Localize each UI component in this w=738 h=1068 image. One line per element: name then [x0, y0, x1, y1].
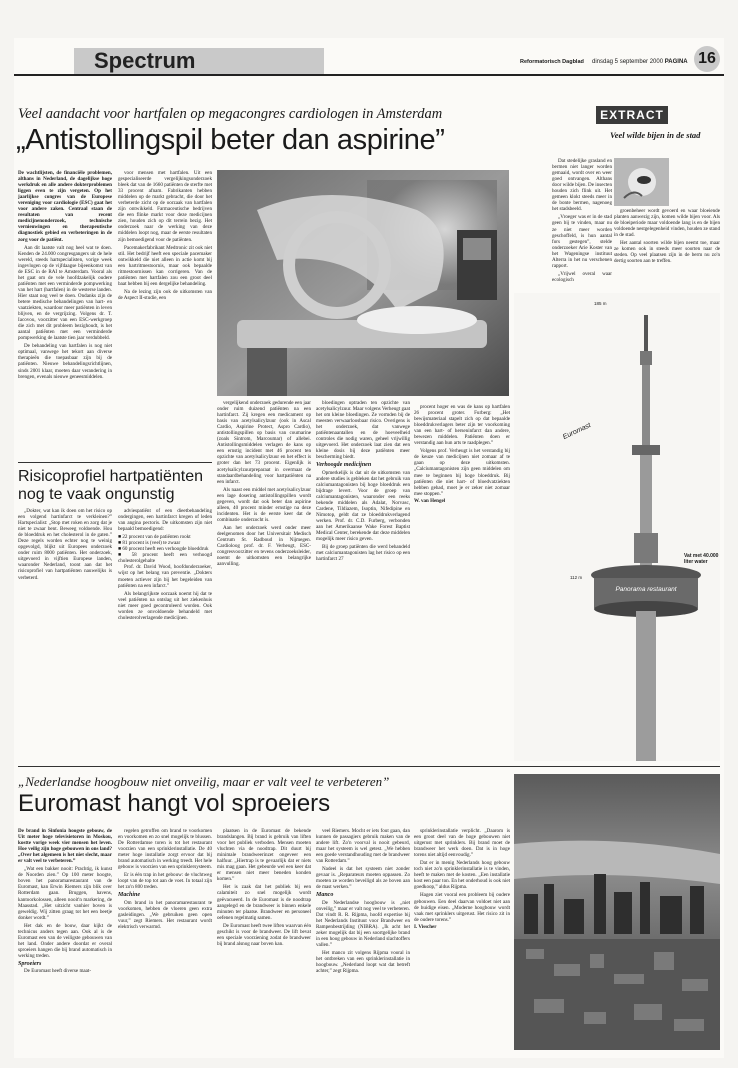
article1-col4-p1: bloedingen optraden ten opzichte van acetylsalicylzuur. Maar volgens Verheugt gaat het om kleine bloedingen. Ze vormden bij de meesten verwaarloosbaar risico. Overigens is het onderzoek, dat vanwege patiëntenaantallen en de hoeveelheid controles die nodig waren, geheel vrijwillig uitgevoerd. Het onderzoek laat zien dat een kleine dosis bij deze patiënten meer bescherming biedt.: [316, 400, 410, 461]
article3-col1-p3: De Euromast heeft diverse maat-: [24, 968, 92, 975]
article1-col5-p2: Volgens prof. Verheugt is het verstandig bij de keuze van medicijnen niet zomaar af te gaan op deze uitkomsten. „Calciumantagonisten zijn geen middelen om mee te beginnen bij hoge bloeddruk. Bij patiënten die niet hart- of bloedvatziekten hebben gehad, moet je er zeker niet zomaar mee stoppen.”: [414, 448, 510, 497]
stat-bullet: ■ 58 procent heeft een verhoogd cholesterolgehalte: [118, 552, 212, 565]
extract-col1-p1: Dat stedelijke grasland en bermen niet langer worden gemaaid, wordt over en weer goed ontvangen. Althans door wilde bijen. De insecten houden zich flink uit. Het gemeen klokt steeds meer in de bonte bermen, nagenoeg het stadsbeeld.: [552, 158, 612, 213]
euromast-drawing: [514, 293, 720, 761]
article1-headline: „Antistollingspil beter dan aspirine”: [16, 124, 445, 156]
page-number: 16: [694, 46, 720, 72]
article3-col4-p2: Nadeel is dat het systeem niet zonder gevaar is. „Reparateurs moeten oppassen. Zo moeten ze worden beveiligd als ze boven aan de mast werken.”: [316, 866, 410, 891]
article2-rule: [18, 462, 212, 463]
article3-column-3: [217, 828, 311, 1050]
article1-subhead: Verhoogde medicijnen: [316, 462, 372, 469]
article2-col2-p3: Als belangrijkste oorzaak noemt hij dat te veel patiënten na ontslag uit het ziekenhuis niet meer goed gecontroleerd worden. Ook worden ze onvoldoende behandeld met cholesterolverlagende medicijnen.: [118, 590, 212, 621]
article1-column-5: [414, 404, 510, 760]
article3-col4-p3: De Nederlandse hoogbouw is „niet onveilig,” maar er valt nog veel te verbeteren. Dat vindt R. R. Rijpma, hoofd expertise bij het Nederlands Instituut voor Brandweer en Rampenbestrijding (NIBRA). „Ik acht het zeker mogelijk dat bij een soortgelijke brand in een hoog gebouw in Nederland slachtoffers vallen.”: [316, 899, 410, 948]
article1-col2-p1: voor mensen met hartfalen. Uit een gespecialiseerde vergelijkingsonderzoek bleek dat van de 1660 patiënten de sterfte met 33 procent afnam. Fabrikanten hebben middelen op de markt gebracht, die door het verbeterde zicht op de oorzaak van hartfalen zijn ontwikkeld. Farmaceutische bedrijven die een flinke markt voor deze medicijnen zien, houden zich op dit terrein bezig. Het onderzoek naar de werking van deze middelen loopt nog, maar de eerste resultaten zijn bemoedigend voor de patiënten.: [118, 170, 212, 243]
rotterdam-aerial-photo: [514, 774, 720, 1050]
extract-col2-p2: Het aantal soorten wilde bijen neemt toe, maar ze komen ook in steeds meer soorten naar de steden. Op veel plaatsen zijn in de berm nu zo'n dertig soorten aan te treffen.: [614, 240, 720, 265]
article1-col1-p1: Aan dit laatste valt nog heel wat te doen. Kenden de 24.000 congresgangers uit de hele wereld, steeds hartspecialisten, vorige week ingevlogen op de vijfdaagse bijeenkomst van de ESC in de RAI te Amsterdam. Vooral als het gaat om de vele hoofdzakelijk oudere patiënten met een verminderde pompwerking van het hart (hartfalen) in de westerse landen. Hier staat nog veel te doen. Ondanks zijn de betere medische behandelingen van hart- en vaatziekten, waardoor meer patiënten in leven blijven, en de vergrijzing. Volgens dr. T. Iacovou, voorzitter van een ESC-werkgroep die zich met dit probleem bezighoudt, is het aantal patiënten met een verminderde pompwerking de laatste tien jaar verdubbeld.: [18, 244, 112, 342]
article1-col3-p2: Als naast een middel met acetylsalicylzuur een lage dosering antistollingspillen wordt gegeven, wordt dat ook beter dan aspirine alleen, 40 procent minder ernstige na deze incidenten. Het is de eerste keer dat de combinatie onderzocht is.: [217, 486, 311, 523]
extract-col1-p2: „Vroeger was er in de stad geen bij te vinden, maar nu ze niet meer worden geschoffeld, is hun aantal fors gestegen”, stelde onderzoeker Arie Koster van het Wageningse instituut Alterra in het nu verschenen rapport.: [552, 214, 612, 269]
article2-column-1: [18, 508, 112, 760]
extract-column-1: [552, 158, 612, 283]
cath-lab-image: [217, 170, 509, 396]
height-label-top: 185 m: [594, 301, 607, 306]
stat-bullet: ■ 81 procent is (veel) te zwaar: [118, 540, 181, 547]
article3-col5-p2: Dat er in menig Nederlands hoog gebouw toch niet zo'n sprinklerinstallatie is te vinden, heeft te maken met de kosten. „Een installatie kost een paar ton. En het onderhoud is ook niet goedkoop,” aldus Rijpma.: [414, 860, 510, 891]
rotterdam-aerial-image: [514, 774, 720, 1050]
article1-column-4: [316, 400, 410, 760]
article3-col2-p1: regelen getroffen om brand te voorkomen en voorkomen en zo snel mogelijk te blussen. De Rotterdamse toren is tot het restaurant voorzien van een sprinklerinstallatie. De 40 meter hoge installatie zorgt ervoor dat bij brand automatisch in werking treedt. Het hele gebouw is voorzien van een sprinklersysteem.: [118, 828, 212, 871]
article3-col2-p3: Om brand in het panoramarestaurant te voorkomen, hebben de vloeren geen extra gasleidingen. „We gebruiken geen open vuur,” zegt Riemers. Het restaurant wordt elektrisch verwarmd.: [118, 899, 212, 930]
article1-col5-p1: procent hoger en was de kans op hartfalen 26 procent groter. Furberg: „Het bewijsmateriaal stapelt zich op dat bepaalde bloeddrukverlagers beter zijn ter voorkoming van een hart- of herseninfarct dan andere, bewezen middelen. Patiënten doen er verstandig aan hun arts te raadplegen.”: [414, 404, 510, 447]
article3-column-1: [18, 828, 112, 1050]
article3-col1-p2: Het dak en de bouw, daar kijkt de technicus anders tegen aan. Ook al is de Euromast een van de veiligste gebouwen van het land. Onder andere doordat er overal sproeiers hangen die bij brand automatisch in werking treden.: [18, 922, 112, 959]
date-text: dinsdag 5 september 2000: [592, 59, 664, 65]
article3-col2-p2: Er is één trap in het gebouw: de vluchtweg loopt van de top tot aan de voet. In totaal zijn het zo'n 800 treden.: [118, 872, 212, 891]
stat-bullet: ■ 22 procent van de patiënten rookt: [118, 534, 191, 541]
article3-col5-p1: sprinklerinstallatie verplicht. „Daarom is een groot deel van de hoge gebouwen niet uitgerust met sprinklers. Bij brand moet de brandweer het werk doen. Dat is in hoge torens niet altijd eenvoudig.”: [414, 828, 510, 859]
article3-col5-p3: Hagen ziet vooral een probleem bij oudere gebouwen. Een deel daarvan voldoet niet aan de huidige eisen. „Moderne hoogbouw wordt vaak met sprinklers uitgerust. Het risico zit in de oudere torens.”: [414, 892, 510, 923]
restaurant-label: Panorama restaurant: [615, 586, 677, 593]
article1-column-3: [217, 400, 311, 760]
article1-col3-p3: Aan het onderzoek werd onder meer deelgenomen door het Universitair Medisch Centrum St. Radboud in Nijmegen. Cardioloog prof. dr. F. Verheugt, ESC-congresvoorzitter en tevens onderzoeksleider, noemt de uitkomsten een belangrijke aanvulling.: [217, 524, 311, 568]
bee-flower-photo: [614, 158, 669, 206]
article3-col3-p1: plaatsen in de Euromast de bekende brandslangen. Bij brand is gebruik van liften voor het publiek verboden. Mensen moeten vluchten via de noodtrap. Dit duurt bij minimale brandweerinzet ongeveer een halfuur. „Hiertrap is te gevaarlijk dat er niets mis mag gaan. Het gebeurde wel een keer dat er mensen niet meer beneden konden komen.”: [217, 828, 311, 883]
article2-headline: Risicoprofiel hartpatiënten nog te vaak ongunstig: [18, 468, 203, 503]
stat-bullet: ■ 60 procent heeft een verhoogde bloeddruk: [118, 546, 209, 553]
extract-col1-p3: „Vrijwel overal waar ecologisch: [552, 270, 612, 283]
article3-column-4: [316, 828, 410, 1050]
cath-lab-photo: [217, 170, 509, 396]
euromast-illustration: [514, 293, 720, 761]
article3-kicker: „Nederlandse hoogbouw niet onveilig, maar er valt veel te verbeteren”: [18, 774, 390, 789]
issue-date: [592, 59, 688, 65]
article1-lead: De wachtlijsten, de financiële problemen, althans in Nederland, de dagelijkse hoge werkdruk en alle andere dokterproblemen liggen even te zijn vergeten. Op het jaarlijkse congres van de Europese vereniging voor cardiologie (ESC) gaat het voor andere zaken. Centraal staan de resultaten van recent medicijnenonderzoek, technische vernieuwingen en therapeutische diagnostiek gebied en verbeteringen in de zorg voor de patiënt.: [18, 170, 112, 243]
article1-column-1: [18, 170, 112, 460]
article3-subhead-2: Machine: [118, 892, 141, 899]
article3-rule: [18, 766, 720, 767]
article3-col4-p4: Het manco zit volgens Rijpma vooral in het ontbreken van een sprinklerinstallatie in hoogbouw. „Nederland loopt wat dat betreft achter,” zegt Rijpma.: [316, 949, 410, 975]
euromast-label: Euromast: [561, 421, 593, 442]
article2-column-2: [118, 508, 212, 760]
article2-col2-p2: Prof. dr. David Wood, hoofdonderzoeker, wijst op het belang van preventie. „Dokters moeten actiever zijn bij het begeleiden van patiënten na een infarct.”: [118, 564, 212, 589]
article3-column-5: [414, 828, 510, 1050]
section-title: Spectrum: [74, 48, 324, 74]
extract-col2-p1: groenbeheer wordt gevoerd en waar bloeiende planten aanwezig zijn, komen wilde bijen voor. Als de bloeiperiode maar voldoende lang is en de bijen voldoende nestgelegenheid vinden, houden ze stand in de stad.: [614, 208, 720, 239]
article3-subhead-3: Manco: [316, 892, 334, 899]
newspaper-page: [14, 38, 724, 1058]
article3-subhead-1: Sproeiers: [18, 960, 42, 967]
article1-col1-p2: De behandeling van hartfalen is nog niet optimaal, vanwege het tekort aan diverse therapieën die toepasbaar zijn bij de patiënten. Nieuwe behandelingsrichtlijnen, sinds 2001 klaar, moeten daar verandering in brengen, evenals nieuwe geneesmiddelen.: [18, 343, 112, 380]
publication-name: Reformatorisch Dagblad: [520, 59, 584, 65]
article3-headline: Euromast hangt vol sproeiers: [18, 790, 331, 817]
article1-col4-p2: Opmerkelijk is dat uit de uitkomsten van andere studies is gebleken dat het gebruik van calciumantagonisten bij hoge bloeddruk een bijdrage levert. Voor de groep van calciumantagonisten, waaronder een reeks bekende middelen als Adalat, Norvasc, Cardene, Tildiazem, Isoptin, Nifedipine en Nimotop, geldt dat ze bloeddrukverlagend werken. Prof. dr. C.D. Furberg, verbonden aan het Amerikaanse Wake Forest Baptist Medical Center, berekende dat deze middelen mogelijk meer risico geven.: [316, 469, 410, 543]
article1-col3-p1: vergelijkend onderzoek gedurende een jaar onder ruim duizend patiënten na een hartinfarct. Zij kregen een medicament op basis van acetylsalicylzuur (ook in Ascal Cardio, Aspirine Protect, Aspro Cardio), antistollingspillen op basis van coumarine (zoals Sintrom, Marcoumar) of allebei. Antistollingsmiddelen verlagen de kans op een ernstig incident met 46 procent ten opzichte van acetylsalicylzuur en het effect is groter dan het 73 procent. Eigenlijk is acetylsalicylzuurpreparaat in overmaat de standaardbehandeling voor hartpatiënten na een infarct.: [217, 400, 311, 485]
water-tank-label: Vat met 40.000 liter water: [684, 553, 719, 565]
extract-label: EXTRACT: [596, 106, 668, 124]
article3-col1-p1: „Wat een bakker nooit: Prachtig, ik kunst de Noorden zien.” Op 100 meter hoogte, boven het panoramarestaurant van de Euromast, kan Erwin Riemers zijn blik over Rotterdam gaan. Bruggen, havens, kantoorkolossen, alleen nooit'n markering, de Maasstad. „Het uitzicht vanhier boven is geweldig. Wij zitten graag tot het een beetje donker wordt.”: [18, 866, 112, 921]
article1-column-2: [118, 170, 212, 460]
article1-signature: W. van Hengel: [414, 498, 446, 504]
article1-col4-p3: Bij de groep patiënten die werd behandeld met calciumantagonisten lag het risico op een hartinfarct 27: [316, 544, 410, 563]
bee-flower-image: [614, 158, 669, 206]
extract-title: Veel wilde bijen in de stad: [610, 130, 701, 140]
article1-col2-p3: Na de lezing zijn ook de uitkomsten van de Aspect II-studie, een: [118, 288, 212, 301]
article1-kicker: Veel aandacht voor hartfalen op megacongres cardiologen in Amsterdam: [18, 106, 443, 122]
article3-col4-p1: veel Riemers. Mocht er iets fout gaan, dan kunnen de passagiers gebruik maken van de andere lift. Zo'n voorval is nooit gebeurd, maar het systeem is wel getest. „We hebben een goede verstandhouding met de brandweer van Rotterdam.”: [316, 828, 410, 865]
article2-col1-p1: „Dokter, wat kan ik doen om het risico op een volgend hartinfarct te verkleinen?” Hartspecialist: „Stop met roken en zorg dat je niet te zwaar bent. Beweeg voldoende. Hou de bloeddruk en het cholesterol in de gaten.” Deze regels worden echter nog te weinig opgevolgd, blijkt uit Europees onderzoek onder ruim 8000 patiënten. Het onderzoek, uitgevoerd in vijftien Europese landen, waaronder Nederland, toont aan dat het risicoprofiel van hartpatiënten nauwelijks is verbeterd.: [18, 508, 112, 581]
article3-col3-p3: De Euromast heeft twee liften waarvan één geschikt is voor de brandweer. De lift bevat een speciale voorziening zodat de brandweer bij brand alsnog naar boven kan.: [217, 922, 311, 947]
page-label: PAGINA: [664, 59, 688, 65]
page-header: [14, 48, 724, 76]
article3-lead: De brand in Sinfonia hoogste gebouw, de Uit meter hoge televisietoren in Moskou, kostte vorige week vier mensen het leven. Hoe veilig zijn hoge gebouwen in ons land? „Over het algemeen is het niet slecht, maar er valt veel te verbeteren.”: [18, 828, 112, 865]
article1-col2-p2: Pacemakerfabrikant Medtronic zit ook niet stil. Het bedrijf heeft een speciale pacemaker ontwikkeld die niet alleen in actie komt bij een hartritmestoornis, maar ook bepaalde ritmestoornissen kan corrigeren. Van de patiënten met hartfalen zou een groot deel baat hebben bij een dergelijke behandeling.: [118, 244, 212, 287]
extract-column-2: [614, 208, 720, 283]
article2-col2-p1: adviespatiënt of een dieetbehandeling ondergingen, een hartinfarct kregen of leden van angina pectoris. De uitkomsten zijn niet bepaald bemoedigend:: [118, 508, 212, 533]
article3-column-2: [118, 828, 212, 1050]
article3-signature: I. Visscher: [414, 924, 437, 930]
article3-col3-p2: Het is zaak dat het publiek bij een calamiteit zo snel mogelijk wordt geëvacueerd. In de Euromast is de noodtrap aangelegd en de brandweer is binnen enkele minuten ter plaatse. Brandweer en personeel oefenen regelmatig samen.: [217, 884, 311, 921]
height-label-mid: 112 m: [570, 575, 583, 580]
